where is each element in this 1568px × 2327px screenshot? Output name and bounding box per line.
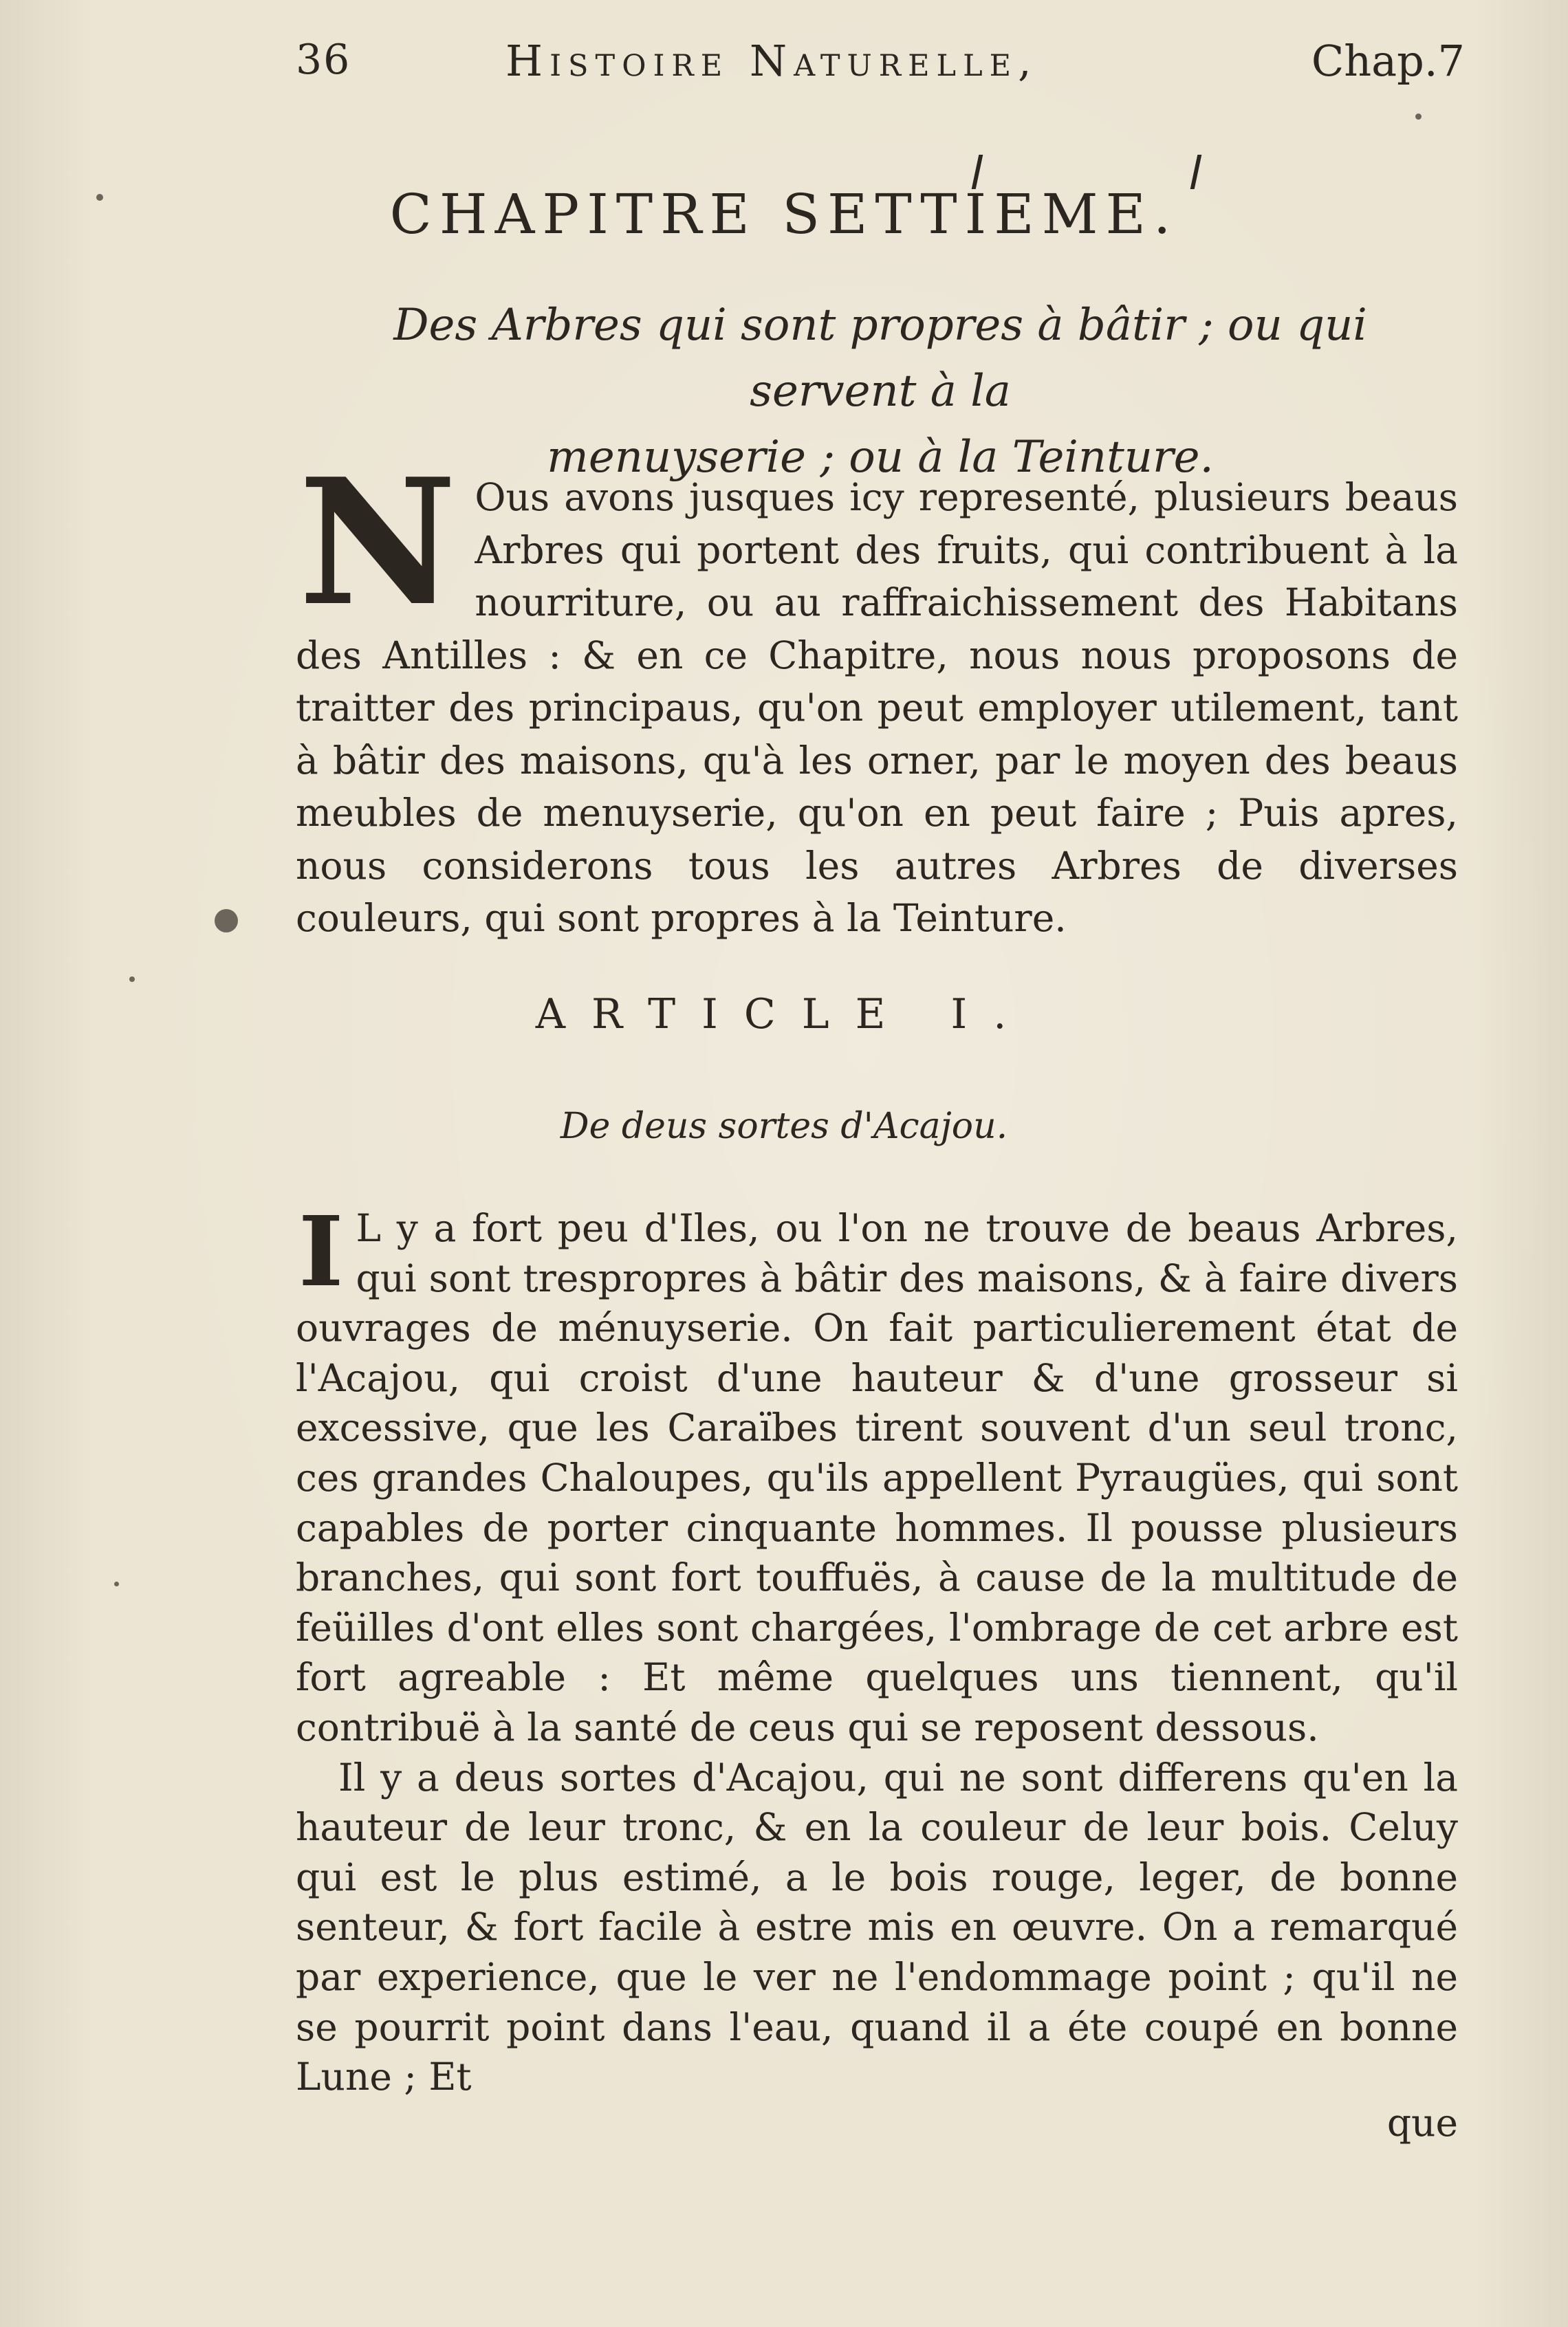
chapter-title: CHAPITRE SETTIEME. bbox=[389, 182, 1179, 246]
ink-speck bbox=[129, 976, 135, 982]
page-number: 36 bbox=[296, 36, 351, 84]
chapter-subtitle-line: Des Arbres qui sont propres à bâtir ; ou qui servent à la bbox=[393, 300, 1367, 417]
paragraph-text: L y a fort peu d'Iles, ou l'on ne trouve de beaus Arbres, qui sont trespropres à bâtir des maisons, & à faire divers ouvrages de ménuyserie. On fait particulierement état de l'Acajou, qui croist d'une hauteur & d'une grosseur si excessive, que les Caraïbes tirent souvent d'un seul tronc, ces grandes Chaloupes, qu'ils appellent Pyraugües, qui sont capables de porter cinquante hommes. Il pousse plusieurs branches, qui sont fort touffuës, à cause de la multitude de feüilles d'ont elles sont chargées, l'ombrage de cet arbre est fort agreable : Et même quelques uns tiennent, qu'il contribuë à la santé de ceus qui se reposent dessous. bbox=[296, 1206, 1458, 1749]
article-body bbox=[296, 1196, 1458, 2102]
chapter-label: Chap.7 bbox=[1311, 36, 1465, 86]
catchword: que bbox=[1386, 2101, 1458, 2145]
ink-speck bbox=[114, 1582, 119, 1586]
running-title: Histoire Naturelle, bbox=[505, 36, 1038, 86]
ink-speck bbox=[215, 909, 238, 932]
article-subtitle: De deus sortes d'Acajou. bbox=[560, 1106, 1008, 1147]
body-paragraph bbox=[296, 1196, 1458, 1753]
drop-cap: I bbox=[298, 1196, 344, 1309]
intro-text: Ous avons jusques icy representé, plusieurs beaus Arbres qui portent des fruits, qui contribuent à la nourriture, ou au raffraichissement des Habitans des Antilles : & en ce Chapitre, nous nous proposons de traitter des principaus, qu'on peut employer utilement, tant à bâtir des maisons, qu'à les orner, par le moyen des beaus meubles de menuyserie, qu'on en peut faire ; Puis apres, nous considerons tous les autres Arbres de diverses couleurs, qui sont propres à la Teinture. bbox=[296, 475, 1458, 940]
drop-cap: N bbox=[298, 441, 457, 644]
article-heading: ARTICLE I. bbox=[535, 990, 1033, 1038]
ink-speck bbox=[1415, 113, 1422, 120]
chapter-subtitle bbox=[316, 292, 1444, 490]
chapter-subtitle-line: menuyserie ; ou à la Teinture. bbox=[547, 432, 1214, 483]
body-paragraph: Il y a deus sortes d'Acajou, qui ne sont differens qu'en la hauteur de leur tronc, & en la couleur de leur bois. Celuy qui est le plus estimé, a le bois rouge, leger, de bonne senteur, & fort facile à estre mis en œuvre. On a remarqué par experience, que le ver ne l'endommage point ; qu'il ne se pourrit point dans l'eau, quand il a éte coupé en bonne Lune ; Et bbox=[296, 1755, 1458, 2099]
running-header bbox=[296, 36, 1465, 91]
